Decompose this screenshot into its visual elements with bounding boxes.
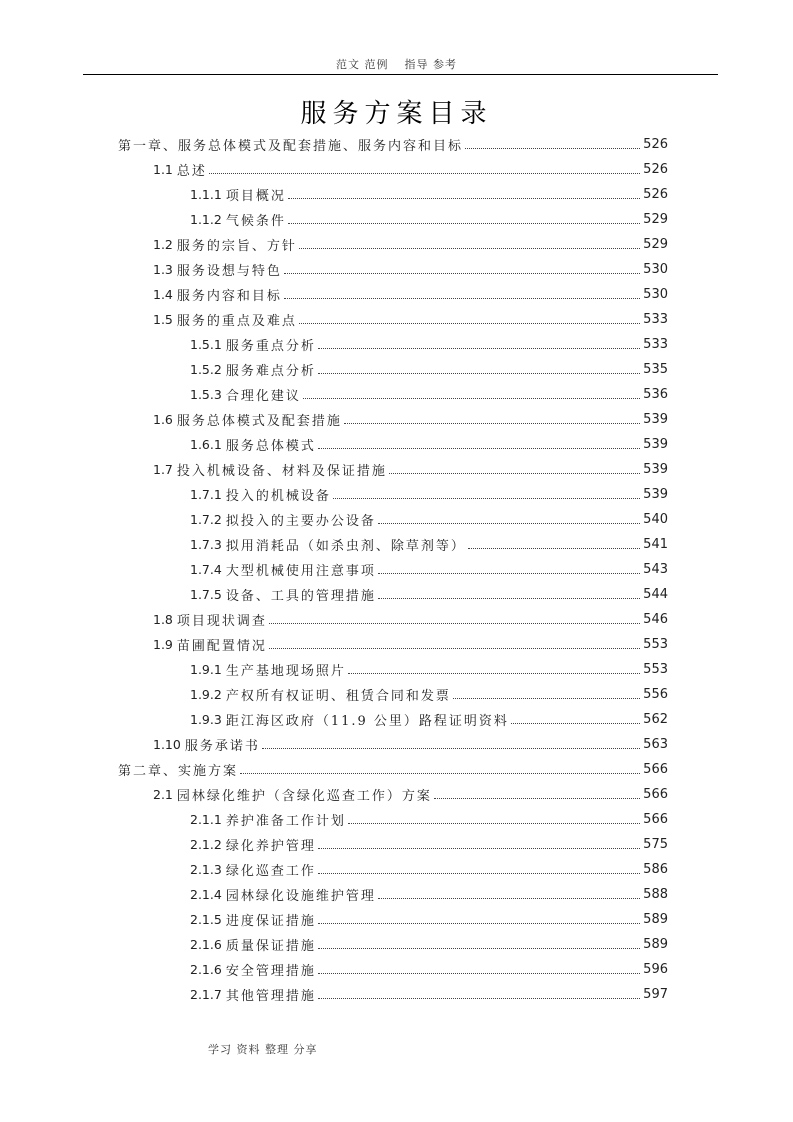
toc-entry[interactable]: [153, 307, 668, 332]
toc-entry-page-number: 529: [643, 212, 668, 227]
toc-entry-page-number: 589: [643, 912, 668, 927]
toc-entry[interactable]: [190, 832, 668, 857]
toc-entry[interactable]: [190, 532, 668, 557]
toc-entry-title: 拟投入的主要办公设备: [225, 514, 376, 529]
toc-entry[interactable]: [190, 357, 668, 382]
toc-entry[interactable]: [190, 982, 668, 1007]
dot-leader: [465, 148, 640, 149]
dot-leader: [269, 648, 640, 649]
toc-entry-number: 1.4: [153, 287, 173, 302]
toc-entry-page-number: 553: [643, 662, 668, 677]
toc-entry[interactable]: [190, 507, 668, 532]
toc-entry-page-number: 539: [643, 437, 668, 452]
dot-leader: [348, 673, 640, 674]
toc-entry-number: 1.8: [153, 612, 173, 627]
toc-entry-page-number: 526: [643, 187, 668, 202]
toc-entry-page-number: 526: [643, 137, 668, 152]
toc-entry[interactable]: [153, 157, 668, 182]
dot-leader: [333, 498, 640, 499]
toc-entry-page-number: 530: [643, 262, 668, 277]
toc-entry[interactable]: [153, 632, 668, 657]
dot-leader: [468, 548, 640, 549]
toc-entry-title: 服务难点分析: [225, 364, 316, 379]
toc-entry-number: 1.6: [153, 412, 173, 427]
dot-leader: [378, 598, 640, 599]
toc-entry-page-number: 536: [643, 387, 668, 402]
toc-entry-number: 2.1.2: [190, 837, 222, 852]
toc-entry-number: 1.5.3: [190, 387, 222, 402]
toc-entry-number: 1.7.1: [190, 487, 222, 502]
toc-entry-page-number: 566: [643, 787, 668, 802]
dot-leader: [348, 823, 640, 824]
toc-entry-title: 拟用消耗品（如杀虫剂、除草剂等）: [225, 539, 466, 554]
toc-entry-title: 总述: [176, 164, 207, 179]
dot-leader: [434, 798, 640, 799]
toc-entry-page-number: 556: [643, 687, 668, 702]
toc-entry[interactable]: [190, 182, 668, 207]
toc-entry[interactable]: [153, 257, 668, 282]
toc-entry-title: 质量保证措施: [225, 939, 316, 954]
toc-entry-number: 2.1.6: [190, 962, 222, 977]
dot-leader: [299, 248, 640, 249]
toc-entry-page-number: 539: [643, 412, 668, 427]
toc-entry-number: 1.7.2: [190, 512, 222, 527]
page-title: 服务方案目录: [300, 99, 493, 129]
toc-entry[interactable]: [190, 707, 668, 732]
toc-entry-title: 服务内容和目标: [176, 289, 282, 304]
toc-entry-page-number: 553: [643, 637, 668, 652]
toc-entry-title: 投入的机械设备: [225, 489, 331, 504]
toc-entry-title: 项目现状调查: [176, 614, 267, 629]
dot-leader: [318, 848, 640, 849]
toc-entry-number: 1.7.3: [190, 537, 222, 552]
dot-leader: [303, 398, 640, 399]
toc-entry[interactable]: [153, 407, 668, 432]
toc-entry[interactable]: [190, 207, 668, 232]
toc-entry-title: 投入机械设备、材料及保证措施: [176, 464, 387, 479]
dot-leader: [378, 573, 640, 574]
toc-entry-title: 服务总体模式: [225, 439, 316, 454]
toc-entry[interactable]: [190, 332, 668, 357]
toc-entry-page-number: 530: [643, 287, 668, 302]
toc-entry[interactable]: [118, 757, 668, 782]
toc-entry-title: 大型机械使用注意事项: [225, 564, 376, 579]
toc-entry[interactable]: [153, 457, 668, 482]
dot-leader: [318, 948, 640, 949]
toc-entry-number: 1.5: [153, 312, 173, 327]
toc-entry-title: 距江海区政府（11.9 公里）路程证明资料: [225, 714, 509, 729]
toc-entry[interactable]: [190, 582, 668, 607]
toc-entry-title: 园林绿化维护（含绿化巡查工作）方案: [176, 789, 432, 804]
toc-entry-title: 进度保证措施: [225, 914, 316, 929]
toc-entry-number: 2.1.3: [190, 862, 222, 877]
toc-entry-number: 1.2: [153, 237, 173, 252]
toc-entry[interactable]: [190, 857, 668, 882]
toc-entry-title: 苗圃配置情况: [176, 639, 267, 654]
toc-entry[interactable]: [153, 282, 668, 307]
dot-leader: [284, 298, 640, 299]
toc-entry-page-number: 541: [643, 537, 668, 552]
toc-entry-title: 其他管理措施: [225, 989, 316, 1004]
toc-entry-number: 2.1.4: [190, 887, 222, 902]
header-right-text: 指导 参考: [404, 58, 457, 71]
toc-entry[interactable]: [190, 682, 668, 707]
toc-entry-page-number: 533: [643, 312, 668, 327]
toc-entry-number: 2.1.1: [190, 812, 222, 827]
toc-entry-number: 2.1.7: [190, 987, 222, 1002]
toc-entry[interactable]: [190, 907, 668, 932]
toc-entry-page-number: 539: [643, 462, 668, 477]
dot-leader: [288, 223, 640, 224]
dot-leader: [269, 623, 640, 624]
toc-entry-title: 服务总体模式及配套措施: [176, 414, 342, 429]
toc-entry-page-number: 540: [643, 512, 668, 527]
toc-entry[interactable]: [190, 882, 668, 907]
toc-entry-page-number: 544: [643, 587, 668, 602]
toc-entry-page-number: 596: [643, 962, 668, 977]
toc-entry-number: 1.7.5: [190, 587, 222, 602]
dot-leader: [284, 273, 640, 274]
toc-entry[interactable]: [190, 557, 668, 582]
toc-entry-number: 2.1.5: [190, 912, 222, 927]
toc-entry-page-number: 533: [643, 337, 668, 352]
page-footer: 学习 资料 整理 分享: [208, 1043, 318, 1056]
toc-entry-number: 1.9.1: [190, 662, 222, 677]
toc-entry-title: 安全管理措施: [225, 964, 316, 979]
toc-entry-page-number: 526: [643, 162, 668, 177]
toc-entry-page-number: 575: [643, 837, 668, 852]
toc-entry-title: 服务的重点及难点: [176, 314, 297, 329]
toc-entry-title: 服务设想与特色: [176, 264, 282, 279]
toc-entry-title: 绿化养护管理: [225, 839, 316, 854]
dot-leader: [318, 998, 640, 999]
toc-entry-title: 第一章、服务总体模式及配套措施、服务内容和目标: [118, 139, 464, 154]
toc-entry[interactable]: [190, 657, 668, 682]
toc-entry[interactable]: [190, 932, 668, 957]
toc-entry-number: 1.6.1: [190, 437, 222, 452]
toc-entry-page-number: 566: [643, 762, 668, 777]
header-divider: [83, 74, 718, 75]
toc-entry-page-number: 589: [643, 937, 668, 952]
toc-entry-number: 1.3: [153, 262, 173, 277]
dot-leader: [453, 698, 640, 699]
toc-entry-page-number: 597: [643, 987, 668, 1002]
toc-entry-number: 1.9.3: [190, 712, 222, 727]
toc-entry-number: 1.1: [153, 162, 173, 177]
dot-leader: [378, 898, 640, 899]
toc-entry-title: 服务重点分析: [225, 339, 316, 354]
dot-leader: [262, 748, 640, 749]
toc-entry-page-number: 535: [643, 362, 668, 377]
toc-entry-page-number: 539: [643, 487, 668, 502]
toc-entry-page-number: 529: [643, 237, 668, 252]
toc-entry[interactable]: [190, 432, 668, 457]
toc-entry[interactable]: [190, 382, 668, 407]
toc-entry-title: 项目概况: [225, 189, 286, 204]
toc-entry[interactable]: [153, 607, 668, 632]
toc-entry-page-number: 562: [643, 712, 668, 727]
toc-entry[interactable]: [118, 132, 668, 157]
dot-leader: [318, 373, 640, 374]
page-header: [0, 56, 793, 72]
dot-leader: [240, 773, 640, 774]
toc-entry-title: 养护准备工作计划: [225, 814, 346, 829]
dot-leader: [389, 473, 640, 474]
toc-entry-number: 2.1.6: [190, 937, 222, 952]
toc-entry[interactable]: [153, 232, 668, 257]
toc-entry-title: 产权所有权证明、租赁合同和发票: [225, 689, 451, 704]
toc-entry-number: 1.1.1: [190, 187, 222, 202]
dot-leader: [318, 973, 640, 974]
toc-entry-number: 1.9: [153, 637, 173, 652]
toc-entry-number: 1.9.2: [190, 687, 222, 702]
toc-entry-number: 1.5.1: [190, 337, 222, 352]
toc-entry-page-number: 586: [643, 862, 668, 877]
toc-entry[interactable]: [190, 482, 668, 507]
dot-leader: [299, 323, 640, 324]
toc-entry-page-number: 563: [643, 737, 668, 752]
toc-entry-title: 气候条件: [225, 214, 286, 229]
dot-leader: [318, 348, 640, 349]
dot-leader: [209, 173, 640, 174]
dot-leader: [378, 523, 640, 524]
toc-entry-number: 1.7.4: [190, 562, 222, 577]
dot-leader: [318, 448, 640, 449]
toc-entry-page-number: 566: [643, 812, 668, 827]
toc-entry-title: 合理化建议: [225, 389, 301, 404]
toc-entry[interactable]: [153, 782, 668, 807]
toc-entry-page-number: 546: [643, 612, 668, 627]
header-left-text: 范文 范例: [336, 58, 389, 71]
toc-entry-title: 园林绿化设施维护管理: [225, 889, 376, 904]
toc-entry-title: 服务承诺书: [184, 739, 260, 754]
toc-entry-title: 生产基地现场照片: [225, 664, 346, 679]
toc-entry-number: 1.5.2: [190, 362, 222, 377]
toc-entry[interactable]: [153, 732, 668, 757]
dot-leader: [288, 198, 640, 199]
toc-entry-number: 2.1: [153, 787, 173, 802]
toc-entry-title: 绿化巡查工作: [225, 864, 316, 879]
toc-entry-page-number: 588: [643, 887, 668, 902]
toc-entry[interactable]: [190, 957, 668, 982]
dot-leader: [318, 923, 640, 924]
toc-entry-title: 第二章、实施方案: [118, 764, 239, 779]
toc-entry-page-number: 543: [643, 562, 668, 577]
toc-entry[interactable]: [190, 807, 668, 832]
dot-leader: [511, 723, 640, 724]
dot-leader: [344, 423, 640, 424]
toc-entry-number: 1.1.2: [190, 212, 222, 227]
toc-entry-number: 1.7: [153, 462, 173, 477]
dot-leader: [318, 873, 640, 874]
toc-entry-number: 1.10: [153, 737, 181, 752]
toc-entry-title: 设备、工具的管理措施: [225, 589, 376, 604]
toc-entry-title: 服务的宗旨、方针: [176, 239, 297, 254]
